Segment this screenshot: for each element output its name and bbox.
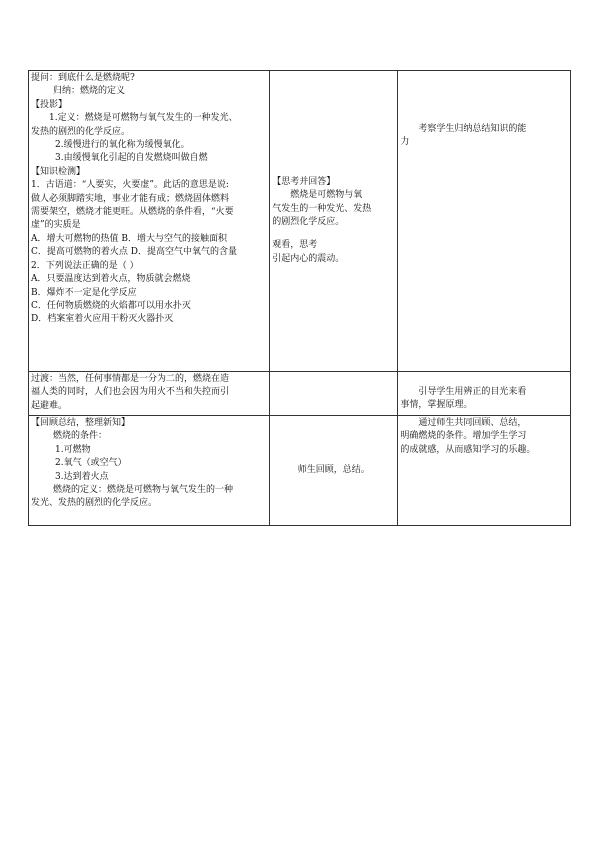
lesson-plan-table — [28, 70, 571, 526]
summary-text: 归纳：燃烧的定义 — [53, 86, 126, 97]
answer-line-1: 燃烧是可燃物与氧 — [290, 190, 363, 201]
design-intent-cell — [398, 71, 571, 372]
answer-line-2: 气发生的一种发光、发热 — [272, 203, 372, 214]
review-student-cell — [270, 416, 398, 526]
question-2-stem: 2．下列说法正确的是（ ） — [31, 260, 139, 271]
review-intent-line-2: 明确燃烧的条件。增加学生学习 — [400, 431, 527, 442]
definition-2: 2.缓慢进行的氧化称为缓慢氧化。 — [55, 140, 190, 151]
guide-line-1: 引导学生用辨正的目光来看 — [418, 387, 527, 397]
think-answer-header: 【思考并回答】 — [272, 176, 336, 187]
guide-cell — [398, 372, 571, 416]
projection-header: 【投影】 — [31, 99, 68, 110]
definition-line-2: 发光、发热的剧烈的化学反应。 — [31, 498, 158, 509]
question-2-option-d: D．档案室着火应用干粉灭火器扑灭 — [31, 314, 174, 325]
review-student-text: 师生回顾，总结。 — [297, 464, 370, 475]
question-1-line-2: 做人必须脚踏实地，事业才能有成；燃烧固体燃料 — [31, 193, 230, 204]
question-1-line-4: 虚”的实质是 — [31, 220, 81, 231]
review-intent-line-3: 的成就感，从而感知学习的乐趣。 — [400, 444, 536, 455]
definition-3: 3.由缓慢氧化引起的自发燃烧叫做自燃 — [55, 153, 208, 164]
transition-line-2: 福人类的同时，人们也会因为用火不当和失控而引 — [31, 387, 230, 398]
table-row — [29, 71, 571, 372]
review-header: 【回顾总结，整理新知】 — [31, 418, 131, 428]
question-2-option-b: B．爆炸不一定是化学反应 — [31, 287, 137, 298]
review-intent-line-1: 通过师生共同回顾、总结， — [418, 418, 527, 428]
intent-line-2: 力 — [400, 137, 410, 148]
condition-3: 3.达到着火点 — [55, 471, 109, 482]
question-1-options-ab: A．增大可燃物的热值 B．增大与空气的接触面积 — [31, 233, 227, 244]
transition-line-1: 过渡：当然，任何事情都是一分为二的，燃烧在造 — [31, 374, 230, 384]
empty-cell — [270, 372, 398, 416]
intent-line-1: 考察学生归纳总结知识的能 — [418, 124, 527, 134]
question-2-option-c: C．任何物质燃烧的火焰都可以用水扑灭 — [31, 300, 191, 311]
question-text: 提问：到底什么是燃烧呢? — [31, 73, 135, 83]
condition-2: 2.氧气（或空气） — [55, 458, 127, 469]
review-intent-cell — [398, 416, 571, 526]
transition-cell — [29, 372, 270, 416]
question-1-line-3: 需要架空，燃烧才能更旺。从燃烧的条件看，“火要 — [31, 207, 234, 218]
definition-1-line-2: 发热的剧烈的化学反应。 — [31, 126, 131, 137]
teacher-activity-cell — [29, 71, 270, 372]
student-activity-cell — [270, 71, 398, 372]
review-cell — [29, 416, 270, 526]
table-row — [29, 416, 571, 526]
condition-1: 1.可燃物 — [55, 444, 91, 455]
conditions-title: 燃烧的条件： — [53, 431, 108, 442]
guide-line-2: 事情，掌握原理。 — [400, 400, 473, 411]
question-2-option-a: A．只要温度达到着火点，物质就会燃烧 — [31, 274, 191, 285]
definition-1-line-1: 1.定义：燃烧是可燃物与氧气发生的一种发光、 — [49, 113, 238, 124]
definition-line-1: 燃烧的定义：燃烧是可燃物与氧气发生的一种 — [53, 485, 234, 496]
transition-line-3: 起避难。 — [31, 400, 68, 411]
knowledge-check-header: 【知识检测】 — [31, 166, 86, 177]
answer-line-3: 的剧烈化学反应。 — [272, 217, 345, 227]
observe-text: 观看，思考 — [272, 240, 318, 251]
table-row — [29, 372, 571, 416]
feel-text: 引起内心的震动。 — [272, 253, 345, 264]
question-1-line-1: 1．古语道：“人要实，火要虚”。此话的意思是说: — [31, 180, 229, 191]
question-1-options-cd: C．提高可燃物的着火点 D．提高空气中氧气的含量 — [31, 247, 237, 258]
